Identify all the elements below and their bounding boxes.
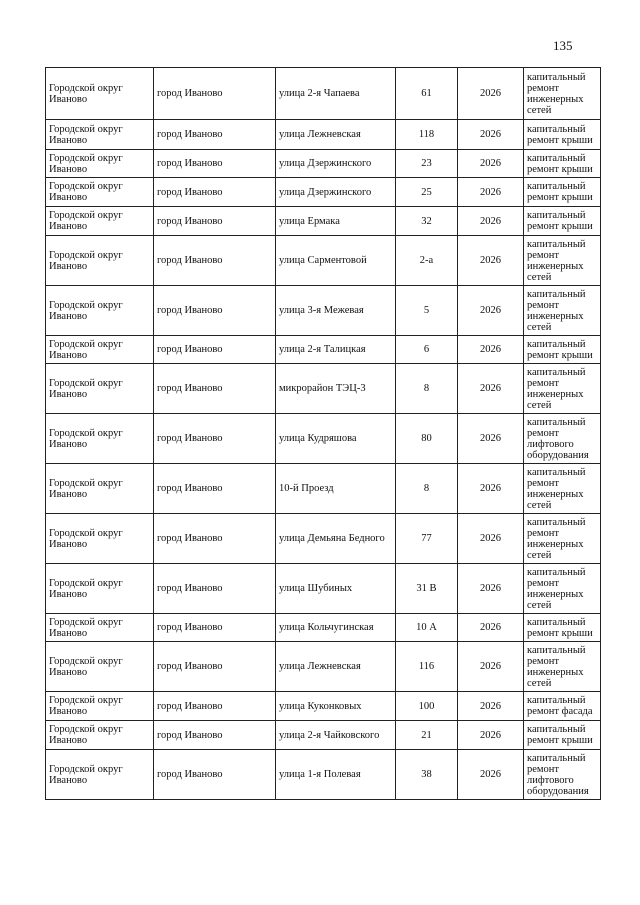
street-cell: улица Ермака bbox=[276, 207, 396, 236]
work-type-cell: капитальный ремонт крыши bbox=[524, 120, 601, 150]
year-cell: 2026 bbox=[458, 207, 524, 236]
settlement-cell: город Иваново bbox=[154, 614, 276, 642]
settlement-cell: город Иваново bbox=[154, 286, 276, 336]
district-cell: Городской округ Иваново bbox=[46, 514, 154, 564]
street-cell: улица Демьяна Бедного bbox=[276, 514, 396, 564]
district-cell: Городской округ Иваново bbox=[46, 207, 154, 236]
table-body bbox=[46, 68, 601, 800]
work-type-cell: капитальный ремонт инженерных сетей bbox=[524, 236, 601, 286]
year-cell: 2026 bbox=[458, 178, 524, 207]
street-cell: улица Куконковых bbox=[276, 692, 396, 721]
house-number-cell: 10 А bbox=[396, 614, 458, 642]
year-cell: 2026 bbox=[458, 120, 524, 150]
settlement-cell: город Иваново bbox=[154, 336, 276, 364]
street-cell: микрорайон ТЭЦ-3 bbox=[276, 364, 396, 414]
district-cell: Городской округ Иваново bbox=[46, 120, 154, 150]
table-row bbox=[46, 721, 601, 750]
street-cell: 10-й Проезд bbox=[276, 464, 396, 514]
work-type-cell: капитальный ремонт фасада bbox=[524, 692, 601, 721]
year-cell: 2026 bbox=[458, 236, 524, 286]
year-cell: 2026 bbox=[458, 364, 524, 414]
house-number-cell: 116 bbox=[396, 642, 458, 692]
street-cell: улица Сарментовой bbox=[276, 236, 396, 286]
street-cell: улица 1-я Полевая bbox=[276, 750, 396, 800]
street-cell: улица Дзержинского bbox=[276, 150, 396, 178]
settlement-cell: город Иваново bbox=[154, 642, 276, 692]
district-cell: Городской округ Иваново bbox=[46, 721, 154, 750]
year-cell: 2026 bbox=[458, 642, 524, 692]
house-number-cell: 38 bbox=[396, 750, 458, 800]
table-row bbox=[46, 364, 601, 414]
settlement-cell: город Иваново bbox=[154, 364, 276, 414]
house-number-cell: 23 bbox=[396, 150, 458, 178]
settlement-cell: город Иваново bbox=[154, 464, 276, 514]
house-number-cell: 32 bbox=[396, 207, 458, 236]
work-type-cell: капитальный ремонт инженерных сетей bbox=[524, 464, 601, 514]
house-number-cell: 80 bbox=[396, 414, 458, 464]
district-cell: Городской округ Иваново bbox=[46, 336, 154, 364]
work-type-cell: капитальный ремонт инженерных сетей bbox=[524, 564, 601, 614]
year-cell: 2026 bbox=[458, 614, 524, 642]
house-number-cell: 2-а bbox=[396, 236, 458, 286]
work-type-cell: капитальный ремонт крыши bbox=[524, 614, 601, 642]
work-type-cell: капитальный ремонт инженерных сетей bbox=[524, 68, 601, 120]
district-cell: Городской округ Иваново bbox=[46, 464, 154, 514]
district-cell: Городской округ Иваново bbox=[46, 642, 154, 692]
year-cell: 2026 bbox=[458, 721, 524, 750]
street-cell: улица Шубиных bbox=[276, 564, 396, 614]
house-number-cell: 61 bbox=[396, 68, 458, 120]
street-cell: улица Дзержинского bbox=[276, 178, 396, 207]
table-row bbox=[46, 150, 601, 178]
year-cell: 2026 bbox=[458, 514, 524, 564]
table-row bbox=[46, 414, 601, 464]
district-cell: Городской округ Иваново bbox=[46, 750, 154, 800]
settlement-cell: город Иваново bbox=[154, 120, 276, 150]
district-cell: Городской округ Иваново bbox=[46, 286, 154, 336]
district-cell: Городской округ Иваново bbox=[46, 564, 154, 614]
house-number-cell: 5 bbox=[396, 286, 458, 336]
table-row bbox=[46, 514, 601, 564]
house-number-cell: 6 bbox=[396, 336, 458, 364]
street-cell: улица Кудряшова bbox=[276, 414, 396, 464]
settlement-cell: город Иваново bbox=[154, 414, 276, 464]
work-type-cell: капитальный ремонт крыши bbox=[524, 150, 601, 178]
house-number-cell: 31 В bbox=[396, 564, 458, 614]
district-cell: Городской округ Иваново bbox=[46, 692, 154, 721]
year-cell: 2026 bbox=[458, 414, 524, 464]
housing-repair-table bbox=[45, 67, 601, 800]
district-cell: Городской округ Иваново bbox=[46, 150, 154, 178]
table-row bbox=[46, 336, 601, 364]
settlement-cell: город Иваново bbox=[154, 564, 276, 614]
table-row bbox=[46, 286, 601, 336]
work-type-cell: капитальный ремонт лифтового оборудования bbox=[524, 750, 601, 800]
table-row bbox=[46, 564, 601, 614]
street-cell: улица 2-я Талицкая bbox=[276, 336, 396, 364]
street-cell: улица Лежневская bbox=[276, 120, 396, 150]
work-type-cell: капитальный ремонт инженерных сетей bbox=[524, 286, 601, 336]
district-cell: Городской округ Иваново bbox=[46, 178, 154, 207]
district-cell: Городской округ Иваново bbox=[46, 364, 154, 414]
street-cell: улица Кольчугинская bbox=[276, 614, 396, 642]
work-type-cell: капитальный ремонт крыши bbox=[524, 207, 601, 236]
district-cell: Городской округ Иваново bbox=[46, 414, 154, 464]
settlement-cell: город Иваново bbox=[154, 236, 276, 286]
table-row bbox=[46, 236, 601, 286]
street-cell: улица Лежневская bbox=[276, 642, 396, 692]
year-cell: 2026 bbox=[458, 692, 524, 721]
table-row bbox=[46, 207, 601, 236]
settlement-cell: город Иваново bbox=[154, 178, 276, 207]
settlement-cell: город Иваново bbox=[154, 721, 276, 750]
work-type-cell: капитальный ремонт крыши bbox=[524, 721, 601, 750]
settlement-cell: город Иваново bbox=[154, 207, 276, 236]
settlement-cell: город Иваново bbox=[154, 68, 276, 120]
work-type-cell: капитальный ремонт крыши bbox=[524, 336, 601, 364]
house-number-cell: 100 bbox=[396, 692, 458, 721]
table-row bbox=[46, 464, 601, 514]
year-cell: 2026 bbox=[458, 150, 524, 178]
street-cell: улица 2-я Чапаева bbox=[276, 68, 396, 120]
work-type-cell: капитальный ремонт лифтового оборудования bbox=[524, 414, 601, 464]
table-row bbox=[46, 614, 601, 642]
house-number-cell: 21 bbox=[396, 721, 458, 750]
house-number-cell: 25 bbox=[396, 178, 458, 207]
year-cell: 2026 bbox=[458, 68, 524, 120]
year-cell: 2026 bbox=[458, 464, 524, 514]
table-row bbox=[46, 178, 601, 207]
settlement-cell: город Иваново bbox=[154, 692, 276, 721]
district-cell: Городской округ Иваново bbox=[46, 614, 154, 642]
year-cell: 2026 bbox=[458, 336, 524, 364]
work-type-cell: капитальный ремонт инженерных сетей bbox=[524, 514, 601, 564]
year-cell: 2026 bbox=[458, 286, 524, 336]
year-cell: 2026 bbox=[458, 564, 524, 614]
house-number-cell: 77 bbox=[396, 514, 458, 564]
settlement-cell: город Иваново bbox=[154, 750, 276, 800]
settlement-cell: город Иваново bbox=[154, 514, 276, 564]
district-cell: Городской округ Иваново bbox=[46, 236, 154, 286]
work-type-cell: капитальный ремонт крыши bbox=[524, 178, 601, 207]
table-row bbox=[46, 120, 601, 150]
table-row bbox=[46, 692, 601, 721]
work-type-cell: капитальный ремонт инженерных сетей bbox=[524, 364, 601, 414]
settlement-cell: город Иваново bbox=[154, 150, 276, 178]
street-cell: улица 2-я Чайковского bbox=[276, 721, 396, 750]
district-cell: Городской округ Иваново bbox=[46, 68, 154, 120]
house-number-cell: 118 bbox=[396, 120, 458, 150]
house-number-cell: 8 bbox=[396, 464, 458, 514]
table-row bbox=[46, 642, 601, 692]
street-cell: улица 3-я Межевая bbox=[276, 286, 396, 336]
table-row bbox=[46, 750, 601, 800]
work-type-cell: капитальный ремонт инженерных сетей bbox=[524, 642, 601, 692]
year-cell: 2026 bbox=[458, 750, 524, 800]
page-number: 135 bbox=[553, 38, 573, 53]
table-row bbox=[46, 68, 601, 120]
house-number-cell: 8 bbox=[396, 364, 458, 414]
